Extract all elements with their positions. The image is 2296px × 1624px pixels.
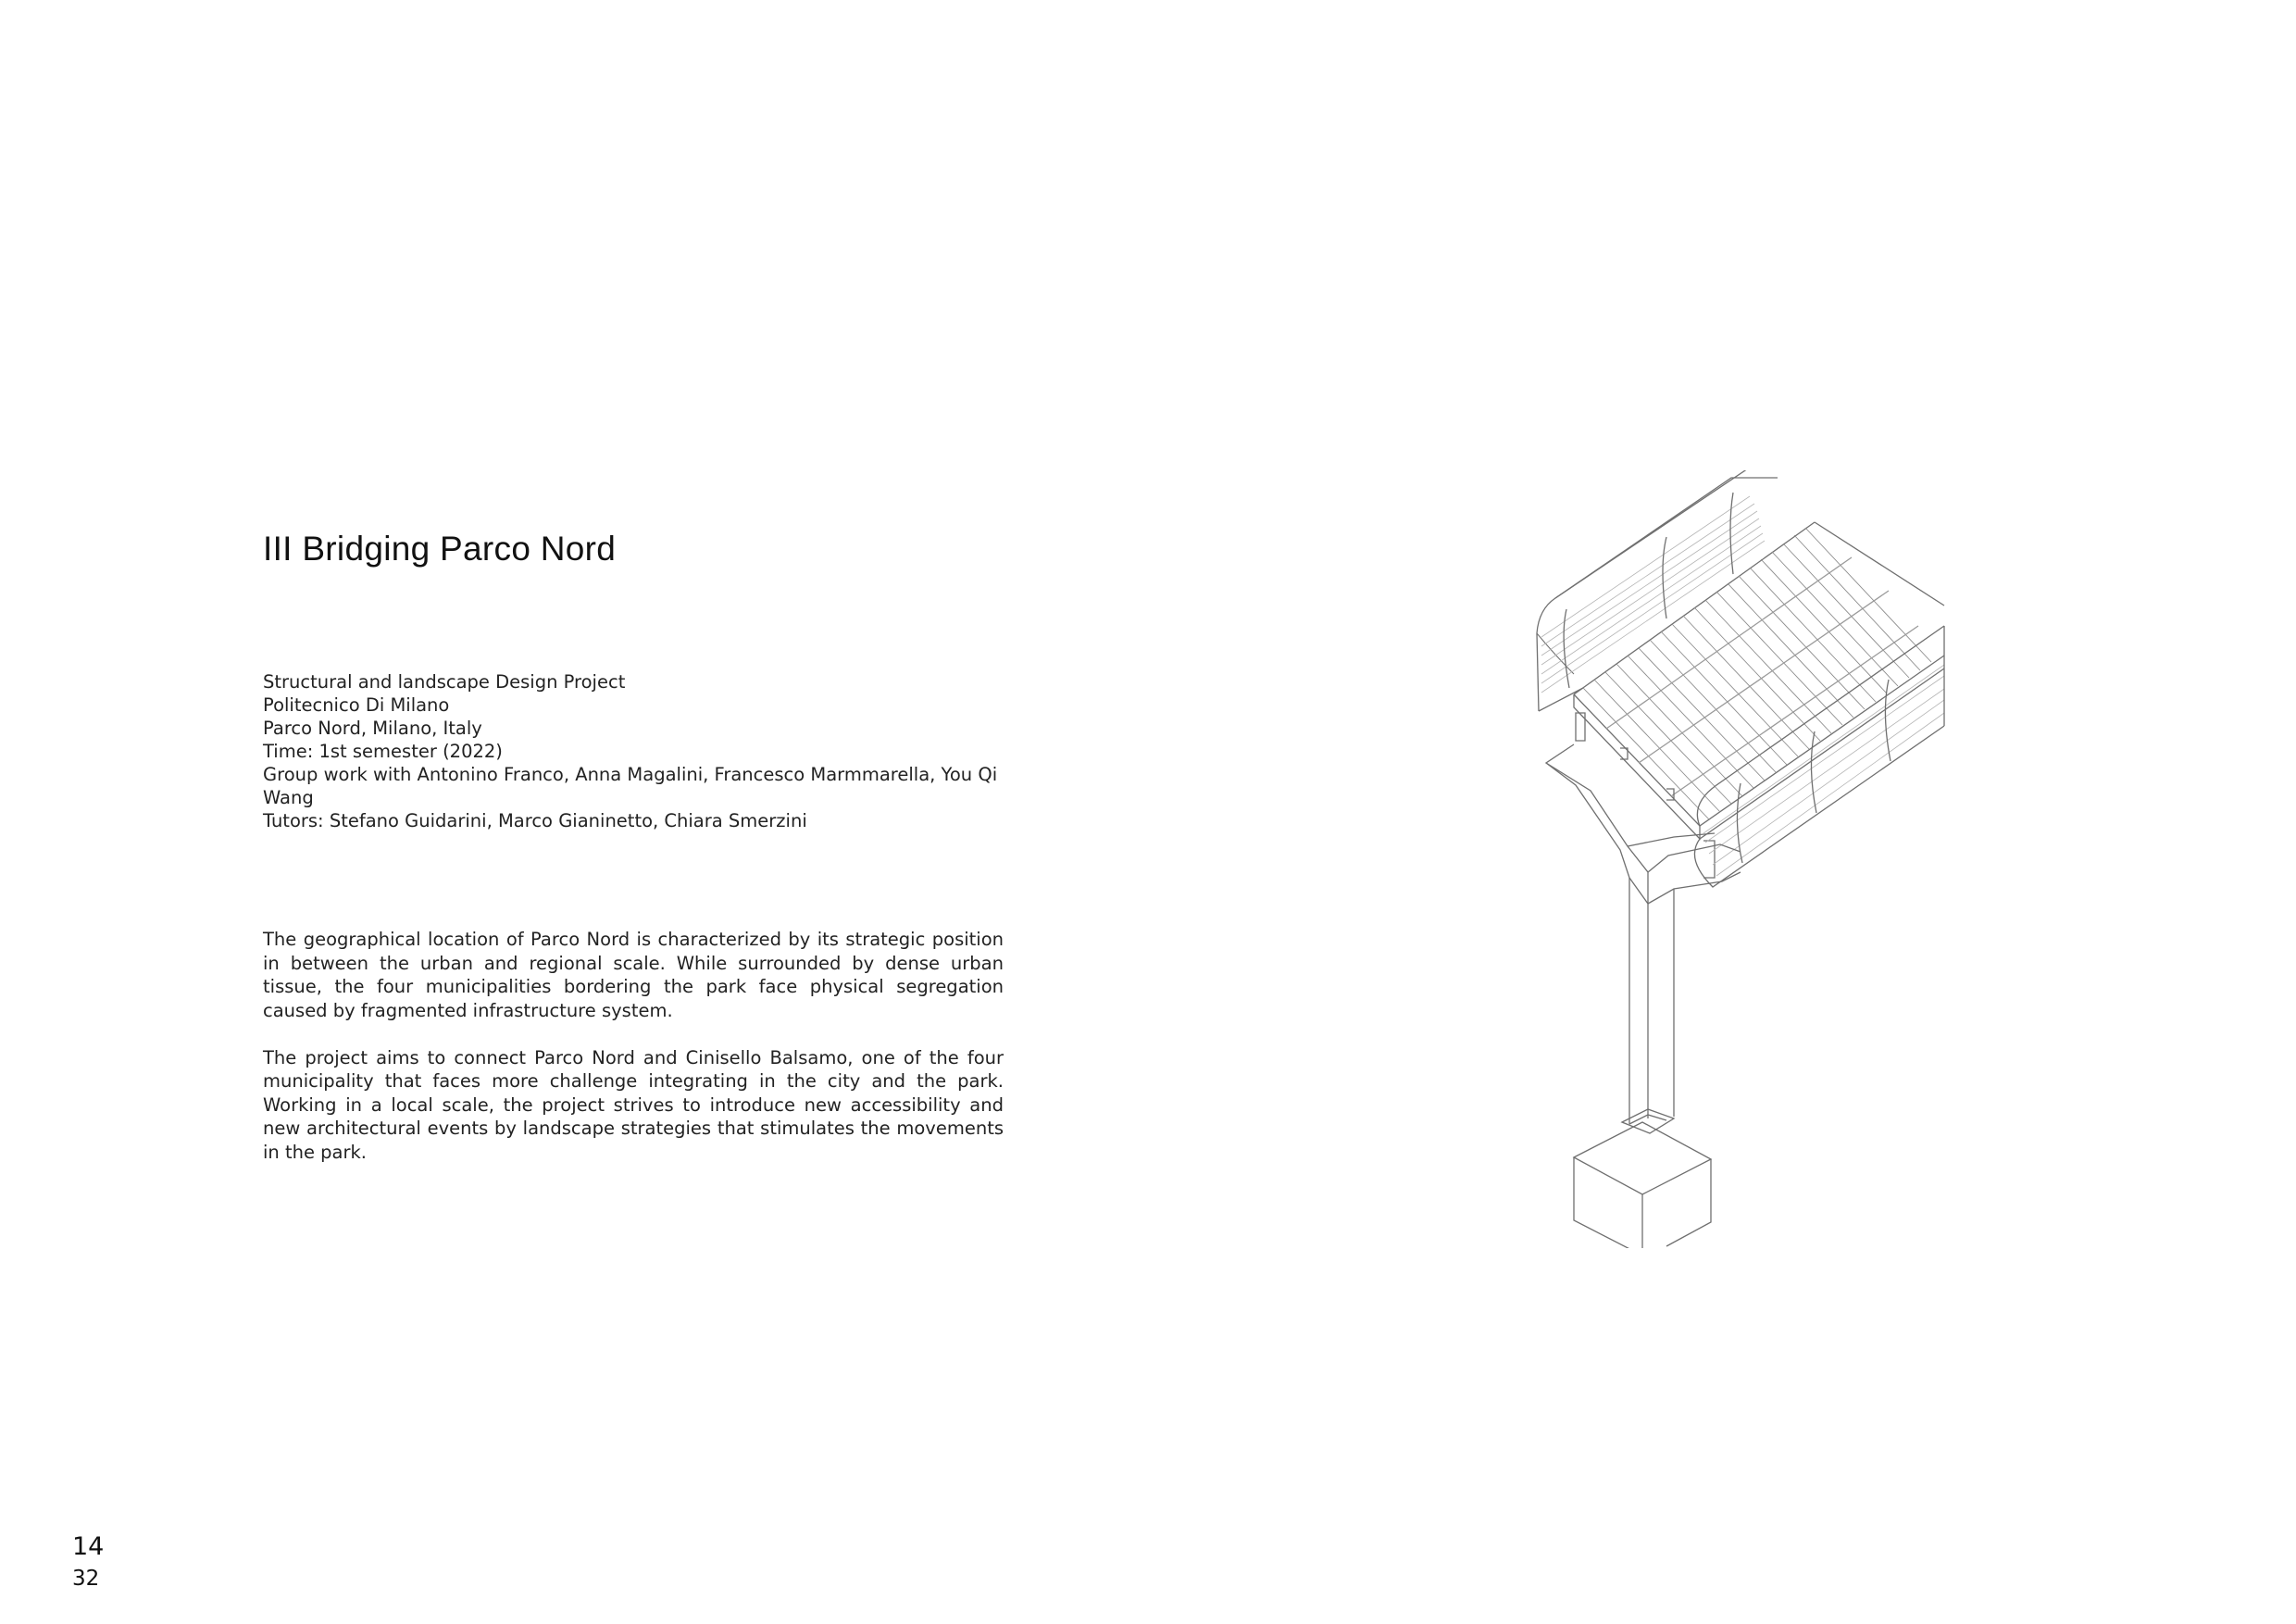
info-university: Politecnico Di Milano <box>263 694 450 716</box>
page-number-total: 32 <box>72 1567 100 1591</box>
project-description <box>263 928 1004 1188</box>
bridge-axonometric-drawing <box>1518 470 1981 1248</box>
info-location: Parco Nord, Milano, Italy <box>263 718 482 739</box>
page-number-current: 14 <box>72 1532 105 1561</box>
page-title: III Bridging Parco Nord <box>263 530 617 568</box>
info-tutors: Tutors: Stefano Guidarini, Marco Gianinetto, Chiara Smerzini <box>263 810 807 831</box>
info-time: Time: 1st semester (2022) <box>263 741 503 762</box>
description-paragraph-1: The geographical location of Parco Nord is characterized by its strategic position in between the urban and regional scale. While surrounded by dense urban tissue, the four municipalities bordering the park face physical segregation caused by fragmented infrastructure system. <box>263 929 1004 1021</box>
description-paragraph-2: The project aims to connect Parco Nord and Cinisello Balsamo, one of the four municipality that faces more challenge integrating in the city and the park. Working in a local scale, the project strives to introduce new accessibility and new architectural events by landscape strategies that stimulates the movements in the park. <box>263 1046 1004 1163</box>
bridge-drawing-svg <box>1518 470 1981 1248</box>
info-group: Group work with Antonino Franco, Anna Magalini, Francesco Marmmarella, You Qi Wang <box>263 764 998 808</box>
project-info <box>263 670 1022 832</box>
info-course: Structural and landscape Design Project <box>263 671 626 693</box>
